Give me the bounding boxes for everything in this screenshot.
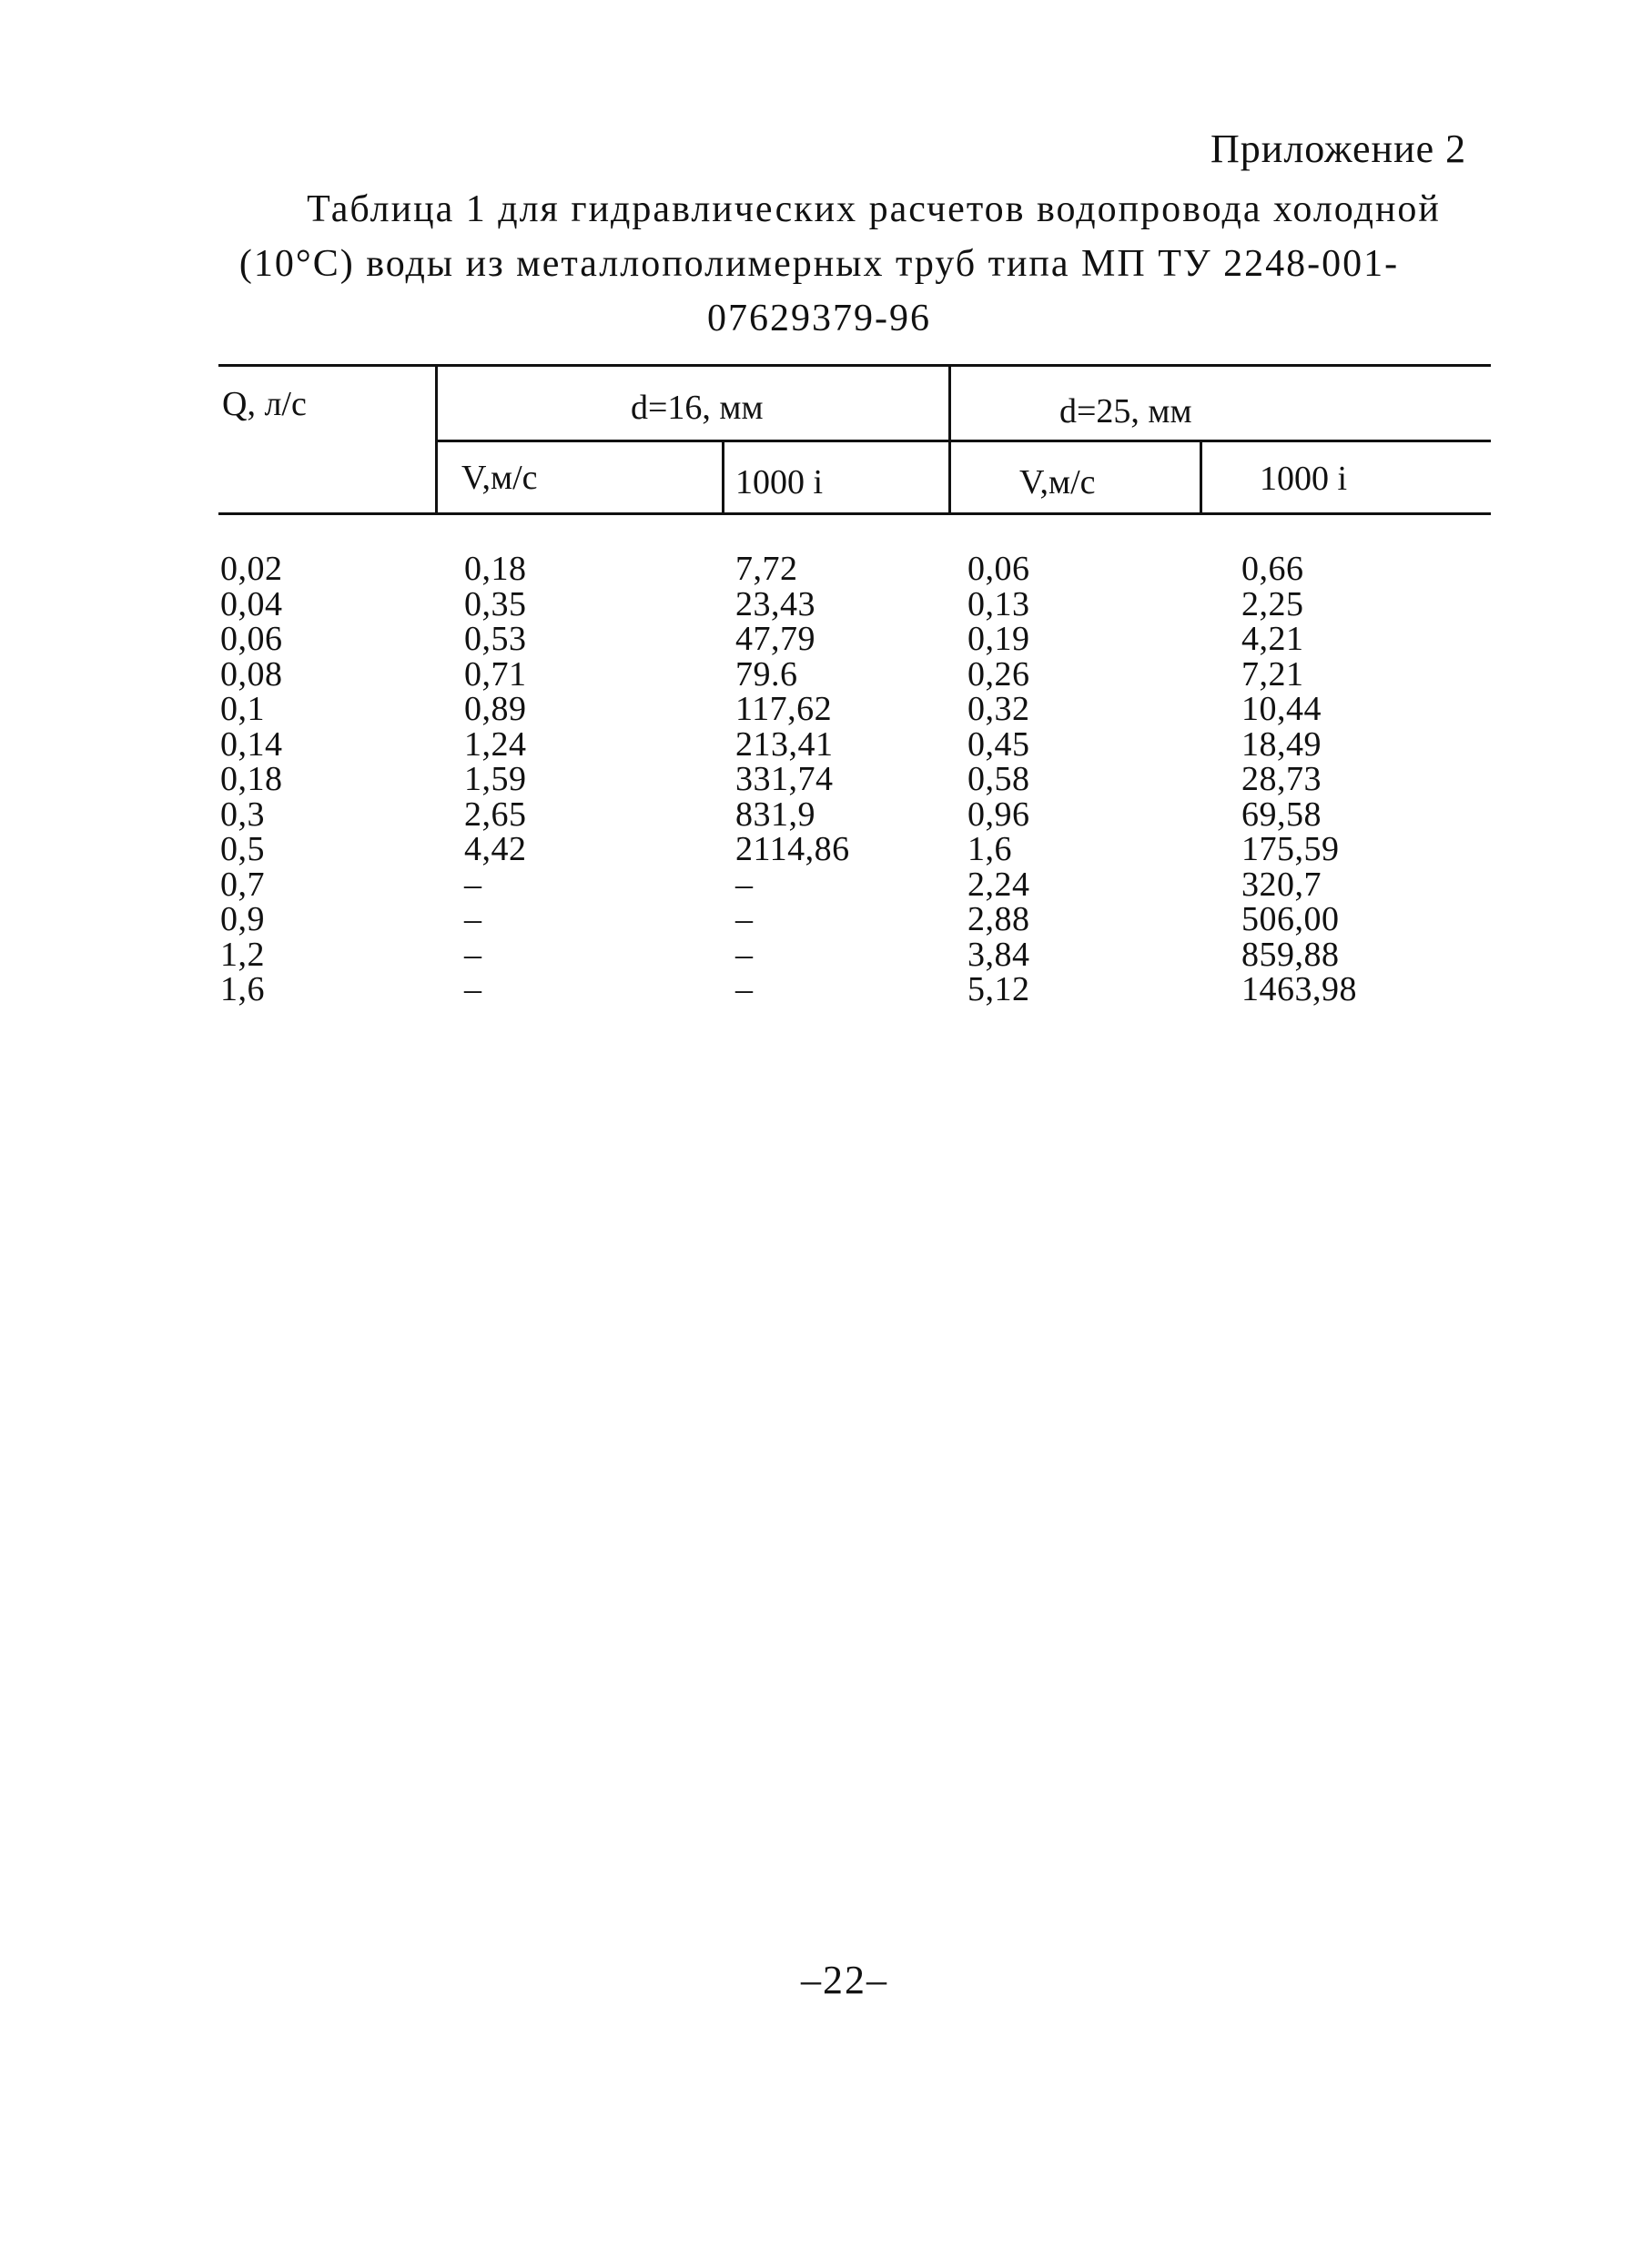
table-cell: – (464, 935, 482, 974)
divider-groups (948, 366, 951, 512)
table-cell: 0,53 (464, 620, 527, 658)
table-cell: 18,49 (1241, 724, 1322, 764)
table-cell: 0,66 (1241, 550, 1304, 588)
table-cell: – (464, 865, 482, 904)
table-cell: – (735, 935, 754, 974)
table-cell: 0,18 (464, 550, 527, 588)
table-cell: 0,13 (967, 584, 1030, 623)
table-cell: 0,35 (464, 584, 527, 623)
table-cell: 0,06 (220, 620, 283, 658)
table-cell: 0,1 (220, 690, 265, 728)
table-cell: 23,43 (735, 584, 815, 623)
table-cell: 5,12 (967, 970, 1030, 1008)
table-cell: 117,62 (735, 690, 833, 728)
table-cell: 0,3 (220, 795, 265, 834)
table-cell: 1,2 (220, 935, 265, 974)
header-q: Q, л/с (222, 385, 307, 423)
table-cell: 0,58 (967, 760, 1030, 798)
table-cell: – (464, 900, 482, 938)
table-cell: 69,58 (1241, 795, 1322, 834)
table-cell: 0,9 (220, 900, 265, 938)
table-cell: 213,41 (735, 724, 834, 764)
page-number: –22– (801, 1958, 888, 2002)
table-cell: 0,7 (220, 865, 265, 904)
table-cell: 175,59 (1241, 830, 1340, 868)
header-d25: d=25, мм (1059, 392, 1192, 430)
table-cell: 2,88 (967, 900, 1030, 938)
table-cell: 2,24 (967, 865, 1030, 904)
header-i25: 1000 i (1260, 460, 1348, 498)
table-cell: 0,08 (220, 654, 283, 694)
table-cell: 7,72 (735, 550, 798, 588)
table-cell: – (735, 970, 754, 1008)
column-i16 (735, 552, 850, 1007)
table-cell: 859,88 (1241, 935, 1340, 974)
table-cell: 2,65 (464, 795, 527, 834)
table-cell: 0,71 (464, 654, 527, 694)
subheader-rule (435, 440, 1491, 442)
appendix-label: Приложение 2 (1210, 127, 1467, 171)
table-cell: 0,26 (967, 654, 1030, 694)
table-cell: 0,45 (967, 724, 1030, 764)
table-cell: 331,74 (735, 760, 834, 798)
table-cell: – (464, 970, 482, 1008)
table-top-rule (218, 364, 1491, 367)
table-cell: 4,21 (1241, 620, 1304, 658)
header-v16: V,м/с (461, 459, 538, 497)
table-cell: 0,96 (967, 795, 1030, 834)
table-cell: 1,6 (220, 970, 265, 1008)
title-line-2: (10°C) воды из металлополимерных труб типа МП ТУ 2248-001- (238, 243, 1400, 285)
table-cell: 506,00 (1241, 900, 1340, 938)
header-bottom-rule (218, 512, 1491, 515)
table-cell: 4,42 (464, 830, 527, 868)
table-cell: 3,84 (967, 935, 1030, 974)
table-cell: 2,25 (1241, 584, 1304, 623)
divider-d25-inner (1200, 441, 1202, 512)
table-cell: 0,32 (967, 690, 1030, 728)
column-v25 (967, 552, 1030, 1007)
header-i16: 1000 i (735, 463, 824, 501)
table-cell: 0,04 (220, 584, 283, 623)
table-cell: – (735, 865, 754, 904)
table-cell: 7,21 (1241, 654, 1304, 694)
title-line-1: Таблица 1 для гидравлических расчетов водопровода холодной (307, 188, 1441, 230)
table-cell: 320,7 (1241, 865, 1322, 904)
header-d16: d=16, мм (631, 389, 764, 427)
column-i25 (1241, 552, 1357, 1007)
table-cell: 0,02 (220, 550, 283, 588)
table-cell: 1,6 (967, 830, 1012, 868)
table-cell: 831,9 (735, 795, 815, 834)
title-line-3: 07629379-96 (707, 298, 931, 339)
column-v16 (464, 552, 527, 1007)
table-cell: 0,18 (220, 760, 283, 798)
table-cell: 2114,86 (735, 830, 850, 868)
table-cell: 28,73 (1241, 760, 1322, 798)
table-cell: 1,24 (464, 724, 527, 764)
table-cell: 79.6 (735, 654, 798, 694)
table-cell: 0,14 (220, 724, 283, 764)
table-cell: 0,89 (464, 690, 527, 728)
table-cell: – (735, 900, 754, 938)
table-cell: 0,19 (967, 620, 1030, 658)
column-q (220, 552, 283, 1007)
table-cell: 0,06 (967, 550, 1030, 588)
table-cell: 10,44 (1241, 690, 1322, 728)
table-cell: 1,59 (464, 760, 527, 798)
table-cell: 47,79 (735, 620, 815, 658)
table-title (164, 182, 1474, 346)
table-cell: 1463,98 (1241, 970, 1357, 1008)
table-cell: 0,5 (220, 830, 265, 868)
divider-q (435, 366, 438, 512)
divider-d16-inner (722, 441, 724, 512)
header-v25: V,м/с (1019, 463, 1096, 501)
